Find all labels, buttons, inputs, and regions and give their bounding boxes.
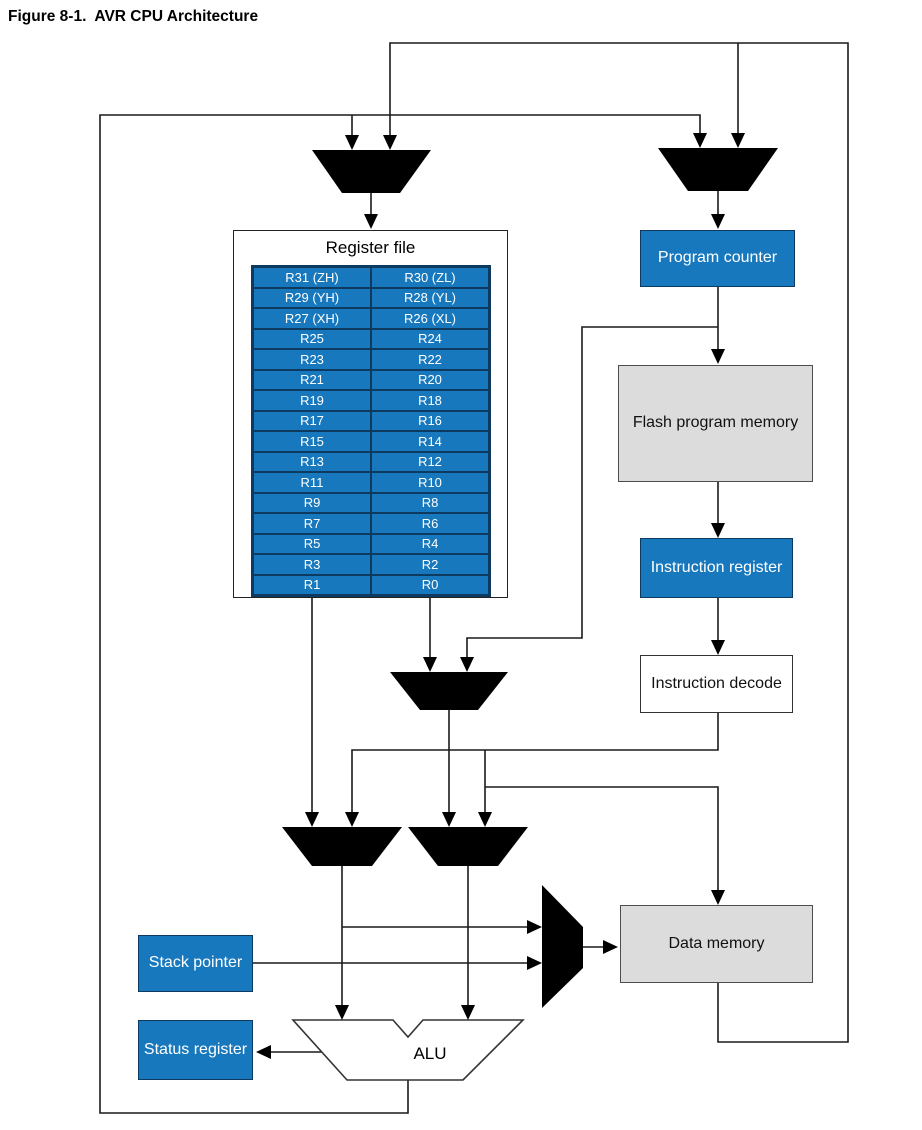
arrowhead: [731, 133, 745, 148]
register-cell: R11: [253, 472, 371, 493]
register-cell: R26 (XL): [371, 308, 489, 329]
register-cell: R28 (YL): [371, 288, 489, 309]
register-row: [253, 493, 489, 514]
register-cell: R7: [253, 513, 371, 534]
arrowhead: [364, 214, 378, 229]
arrowhead: [256, 1045, 271, 1059]
stack-pointer-block: Stack pointer: [138, 935, 253, 992]
arrowhead: [711, 523, 725, 538]
register-row: [253, 267, 489, 288]
alu-label: ALU: [413, 1044, 447, 1063]
arrowhead: [603, 940, 618, 954]
register-cell: R6: [371, 513, 489, 534]
program-counter-block: Program counter: [640, 230, 795, 287]
status-register-block: Status register: [138, 1020, 253, 1080]
arrowhead: [345, 812, 359, 827]
register-row: [253, 472, 489, 493]
register-cell: R25: [253, 329, 371, 350]
register-cell: R3: [253, 554, 371, 575]
arrowhead: [345, 135, 359, 150]
register-cell: R31 (ZH): [253, 267, 371, 288]
register-cell: R20: [371, 370, 489, 391]
register-cell: R16: [371, 411, 489, 432]
arrowhead: [711, 890, 725, 905]
register-row: [253, 431, 489, 452]
arrowhead: [711, 349, 725, 364]
instruction-register-block: Instruction register: [640, 538, 793, 598]
register-row: [253, 370, 489, 391]
arrowhead: [442, 812, 456, 827]
register-cell: R17: [253, 411, 371, 432]
register-cell: R22: [371, 349, 489, 370]
register-cell: R24: [371, 329, 489, 350]
figure-title: Figure 8-1. AVR CPU Architecture: [8, 8, 259, 25]
register-cell: R19: [253, 390, 371, 411]
arrowhead: [527, 920, 542, 934]
wire-decode-branch-data-memory: [485, 787, 718, 892]
register-cell: R29 (YH): [253, 288, 371, 309]
register-cell: R5: [253, 534, 371, 555]
register-row: [253, 554, 489, 575]
register-row: [253, 513, 489, 534]
register-cell: R10: [371, 472, 489, 493]
arrowhead: [711, 640, 725, 655]
register-row: [253, 452, 489, 473]
register-cell: R23: [253, 349, 371, 370]
register-cell: R0: [371, 575, 489, 596]
wire-instruction-decode-bus: [352, 713, 718, 814]
register-cell: R1: [253, 575, 371, 596]
register-file-title: Register file: [325, 238, 416, 257]
arrowhead: [478, 812, 492, 827]
arrowhead: [305, 812, 319, 827]
arrowhead: [711, 214, 725, 229]
register-row: [253, 288, 489, 309]
register-cell: R9: [253, 493, 371, 514]
register-row: [253, 349, 489, 370]
register-cell: R21: [253, 370, 371, 391]
mux-address-select: [390, 672, 508, 710]
mux-register-file-input: [312, 150, 431, 193]
register-table: [251, 265, 491, 597]
register-cell: R2: [371, 554, 489, 575]
arrowhead: [460, 657, 474, 672]
register-cell: R14: [371, 431, 489, 452]
register-cell: R12: [371, 452, 489, 473]
register-cell: R18: [371, 390, 489, 411]
register-cell: R8: [371, 493, 489, 514]
arrowhead: [423, 657, 437, 672]
flash-program-memory-block: Flash program memory: [618, 365, 813, 482]
register-cell: R30 (ZL): [371, 267, 489, 288]
register-row: [253, 534, 489, 555]
register-file-block: [233, 230, 508, 598]
register-row: [253, 329, 489, 350]
arrowhead: [383, 135, 397, 150]
data-memory-block: Data memory: [620, 905, 813, 983]
mux-alu-operand-b: [408, 827, 528, 866]
register-cell: R15: [253, 431, 371, 452]
register-cell: R27 (XH): [253, 308, 371, 329]
register-row: [253, 575, 489, 596]
arrowhead: [335, 1005, 349, 1020]
mux-alu-operand-a: [282, 827, 402, 866]
register-cell: R13: [253, 452, 371, 473]
arrowhead: [693, 133, 707, 148]
register-cell: R4: [371, 534, 489, 555]
arrowhead: [461, 1005, 475, 1020]
register-row: [253, 308, 489, 329]
register-row: [253, 411, 489, 432]
instruction-decode-block: Instruction decode: [640, 655, 793, 713]
register-row: [253, 390, 489, 411]
arrowhead: [527, 956, 542, 970]
mux-data-memory-input: [542, 885, 583, 1008]
mux-program-counter-input: [658, 148, 778, 191]
